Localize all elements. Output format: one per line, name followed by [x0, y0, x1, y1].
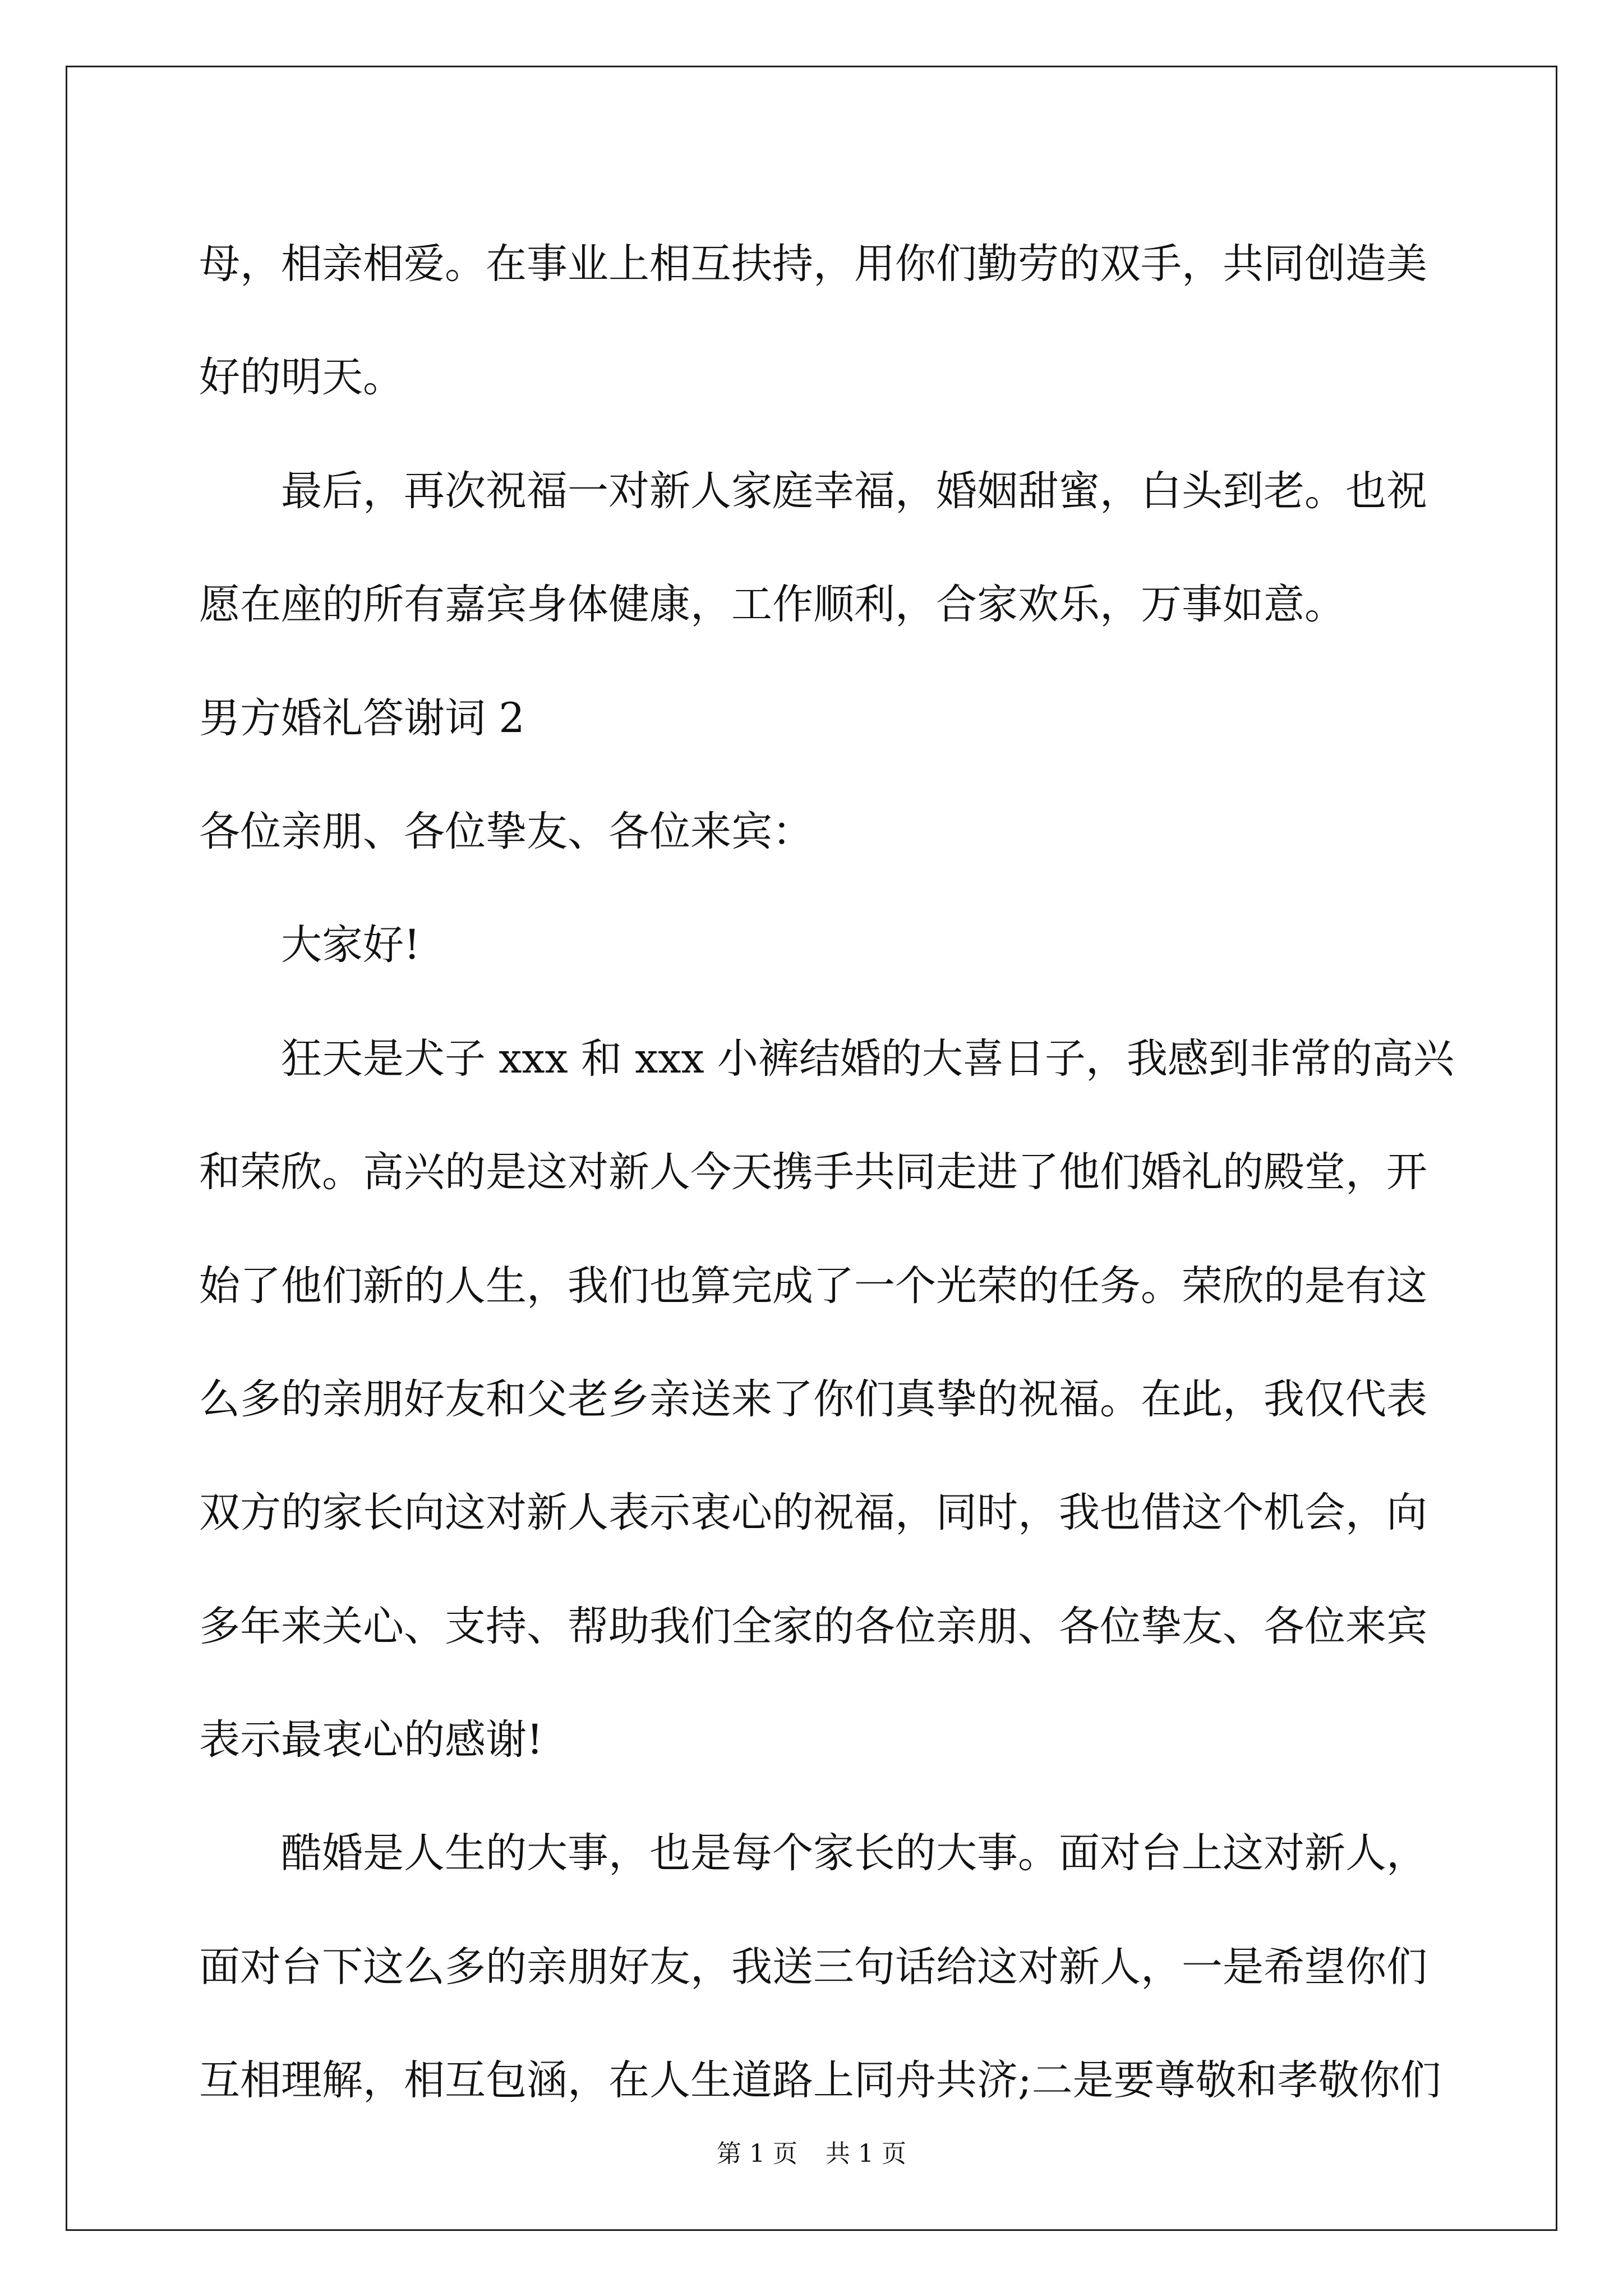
- text-line: 互相理解，相互包涵，在人生道路上同舟共济;二是要尊敬和孝敬你们: [199, 2056, 1441, 2105]
- page-total: 共 1 页: [826, 2139, 906, 2168]
- text-line: 母，相亲相爱。在事业上相互扶持，用你们勤劳的双手，共同创造美: [199, 240, 1427, 288]
- text-line: 么多的亲朋好友和父老乡亲送来了你们真挚的祝福。在此，我仅代表: [199, 1375, 1427, 1423]
- document-body: [199, 208, 1454, 2138]
- text-line: 多年来关心、支持、帮助我们全家的各位亲朋、各位挚友、各位来宾: [199, 1602, 1427, 1650]
- text-line: 愿在座的所有嘉宾身体健康，工作顺利，合家欢乐，万事如意。: [199, 581, 1345, 629]
- text-line: 面对台下这么多的亲朋好友，我送三句话给这对新人，一是希望你们: [199, 1943, 1427, 1991]
- text-line: 始了他们新的人生，我们也算完成了一个光荣的任务。荣欣的是有这: [199, 1262, 1427, 1310]
- page-number: 第 1 页: [717, 2139, 797, 2168]
- text-line: 和荣欣。高兴的是这对新人今天携手共同走进了他们婚礼的殿堂，开: [199, 1148, 1427, 1197]
- text-line: 酷婚是人生的大事，也是每个家长的大事。面对台上这对新人，: [281, 1829, 1427, 1878]
- text-line: 狂天是犬子 xxx 和 xxx 小裤结婚的大喜日子，我感到非常的高兴: [281, 1034, 1454, 1083]
- page-footer: [0, 2137, 1623, 2171]
- text-line: 双方的家长向这对新人表示衷心的祝福，同时，我也借这个机会，向: [199, 1489, 1427, 1537]
- text-line: 最后，再次祝福一对新人家庭幸福，婚姻甜蜜，白头到老。也祝: [281, 467, 1427, 515]
- text-line: 好的明天。: [199, 353, 404, 402]
- section-heading: 男方婚礼答谢词 2: [199, 694, 525, 742]
- greeting: 大家好!: [281, 921, 421, 969]
- text-line: 表示最衷心的感谢!: [199, 1716, 543, 1764]
- salutation: 各位亲朋、各位挚友、各位来宾：: [199, 807, 813, 855]
